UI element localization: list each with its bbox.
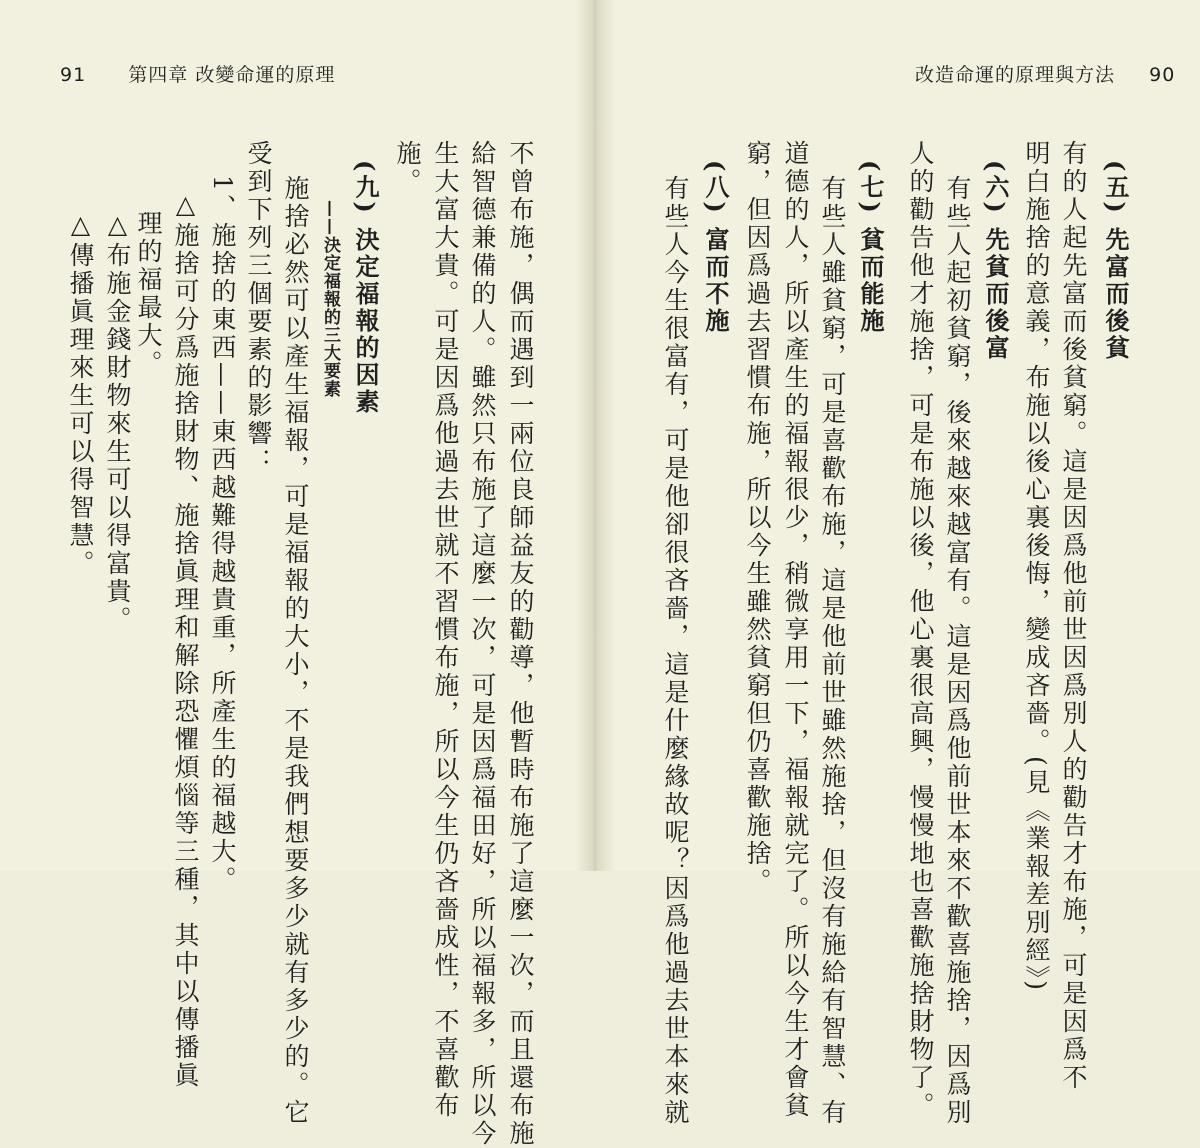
section-heading-6: (六) 先貧而後富 — [981, 160, 1010, 363]
text-column: 明白施捨的意義，布施以後心裏後悔，變成吝嗇。(見《業報差別經》) — [1022, 140, 1051, 994]
right-page-header — [915, 60, 1175, 87]
list-item: △傳播眞理來生可以得智慧。 — [66, 210, 95, 578]
text-column: 生大富大貴。可是因爲他過去世就不習慣布施，所以今生仍吝嗇成性，不喜歡布 — [431, 140, 460, 1120]
text-column: 有些人起初貧窮，後來越來越富有。這是因爲他前世本來不歡喜施捨，因爲別 — [943, 175, 972, 1127]
text-column: 給智德兼備的人。雖然只布施了這麼一次，可是因爲福田好，所以福報多，所以今 — [468, 140, 497, 1148]
text-column: 窮，但因爲過去習慣布施，所以今生雖然貧窮但仍喜歡施捨。 — [743, 140, 772, 896]
text-column: 不曾布施，偶而遇到一兩位良師益友的勸導，他暫時布施了這麼一次，而且還布施 — [506, 140, 535, 1148]
section-subheading: ——決定福報的三大要素 — [320, 200, 340, 398]
left-page-header — [60, 60, 335, 87]
list-item: △施捨可分爲施捨財物、施捨眞理和解除恐懼煩惱等三種，其中以傳播眞 — [171, 190, 200, 1090]
text-column: 有的人起先富而後貧窮。這是因爲他前世因爲別人的勸告才布施，可是因爲不 — [1059, 140, 1088, 1092]
right-page-number: 90 — [1149, 64, 1176, 86]
text-column: 有些人雖貧窮，可是喜歡布施，這是他前世雖然施捨，但沒有施給有智慧、有 — [818, 175, 847, 1127]
section-heading-8: (八) 富而不施 — [701, 160, 730, 336]
right-book-title: 改造命運的原理與方法 — [915, 64, 1116, 86]
book-gutter — [575, 0, 615, 871]
list-item: △布施金錢財物來生可以得富貴。 — [103, 210, 132, 634]
section-heading-5: (五) 先富而後貧 — [1101, 160, 1130, 363]
text-column: 人的勸告他才施捨，可是布施以後，他心裏很高興，慢慢地也喜歡施捨財物了。 — [906, 140, 935, 1120]
section-heading-9: (九) 決定福報的因素 — [351, 160, 380, 417]
list-item: 1、施捨的東西——東西越難得越貴重，所產生的福越大。 — [208, 175, 237, 894]
text-column: 道德的人，所以產生的福報很少，稍微享用一下，福報就完了。所以今生才會貧 — [781, 140, 810, 1120]
section-heading-7: (七) 貧而能施 — [856, 160, 885, 336]
list-item: 理的福最大。 — [134, 210, 163, 378]
text-column: 施捨必然可以產生福報，可是福報的大小，不是我們想要多少就有多少的。它 — [281, 175, 310, 1127]
text-column: 受到下列三個要素的影響： — [244, 140, 273, 476]
left-chapter-title: 第四章 改變命運的原理 — [128, 64, 336, 86]
left-page-number: 91 — [60, 64, 87, 86]
text-column: 施。 — [393, 140, 422, 196]
text-column: 有些人今生很富有，可是他卻很吝嗇，這是什麼緣故呢？因爲他過去世本來就 — [661, 175, 690, 1127]
